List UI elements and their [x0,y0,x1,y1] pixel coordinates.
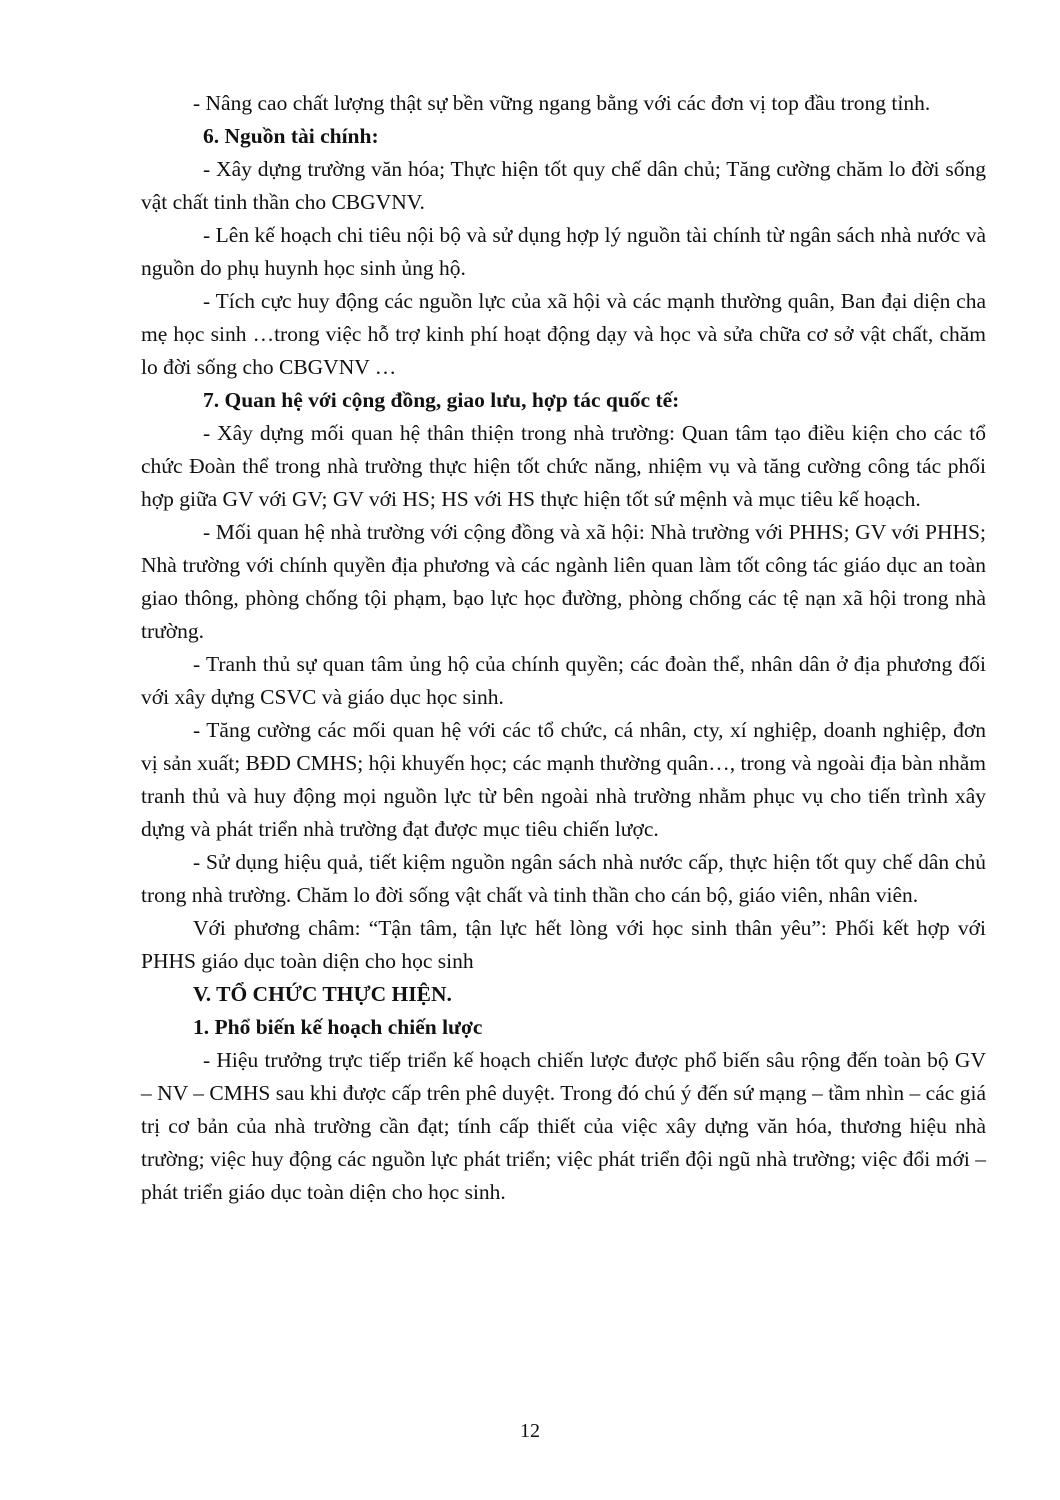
paragraph-finance-mobilize: - Tích cực huy động các nguồn lực của xã hội và các mạnh thường quân, Ban đại diện cha mẹ học sinh …trong việc hỗ trợ kinh phí hoạt động dạy và học và sửa chữa cơ sở vật chất, chăm lo đời sống cho CBGVNV … [141,289,986,379]
heading-implementation: V. TỔ CHỨC THỰC HIỆN. [193,982,452,1006]
document-body [141,87,986,1209]
paragraph-motto: Với phương châm: “Tận tâm, tận lực hết lòng với học sinh thân yêu”: Phối kết hợp với PHHS giáo dục toàn diện cho học sinh [141,916,986,973]
heading-community: 7. Quan hệ với cộng đồng, giao lưu, hợp tác quốc tế: [203,388,680,412]
paragraph-community-government: - Tranh thủ sự quan tâm ủng hộ của chính quyền; các đoàn thể, nhân dân ở địa phương đối với xây dựng CSVC và giáo dục học sinh. [141,652,986,709]
paragraph-finance-budget: - Lên kế hoạch chi tiêu nội bộ và sử dụng hợp lý nguồn tài chính từ ngân sách nhà nước và nguồn do phụ huynh học sinh ủng hộ. [141,223,986,280]
heading-finance: 6. Nguồn tài chính: [203,124,379,148]
heading-dissemination: 1. Phổ biến kế hoạch chiến lược [193,1015,483,1039]
paragraph-community-society: - Mối quan hệ nhà trường với cộng đồng và xã hội: Nhà trường với PHHS; GV với PHHS; Nhà trường với chính quyền địa phương và các ngành liên quan làm tốt công tác giáo dục an toàn giao thông, phòng chống tội phạm, bạo lực học đường, phòng chống các tệ nạn xã hội trong nhà trường. [141,520,986,643]
paragraph-community-partners: - Tăng cường các mối quan hệ với các tổ chức, cá nhân, cty, xí nghiệp, doanh nghiệp, đơn vị sản xuất; BĐD CMHS; hội khuyến học; các mạnh thường quân…, trong và ngoài địa bàn nhằm tranh thủ và huy động mọi nguồn lực từ bên ngoài nhà trường nhằm phục vụ cho tiến trình xây dựng và phát triển nhà trường đạt được mục tiêu chiến lược. [141,718,986,841]
paragraph-finance-culture: - Xây dựng trường văn hóa; Thực hiện tốt quy chế dân chủ; Tăng cường chăm lo đời sống vật chất tinh thần cho CBGVNV. [141,157,986,214]
page-number: 12 [520,1420,540,1442]
paragraph-quality-goal: - Nâng cao chất lượng thật sự bền vững ngang bằng với các đơn vị top đầu trong tỉnh. [193,91,931,115]
paragraph-dissemination: - Hiệu trưởng trực tiếp triển kế hoạch chiến lược được phổ biến sâu rộng đến toàn bộ GV – NV – CMHS sau khi được cấp trên phê duyệt. Trong đó chú ý đến sứ mạng – tầm nhìn – các giá trị cơ bản của nhà trường cần đạt; tính cấp thiết của việc xây dựng văn hóa, thương hiệu nhà trường; việc huy động các nguồn lực phát triển; việc phát triển đội ngũ nhà trường; việc đổi mới – phát triển giáo dục toàn diện cho học sinh. [141,1048,986,1204]
paragraph-community-budget: - Sử dụng hiệu quả, tiết kiệm nguồn ngân sách nhà nước cấp, thực hiện tốt quy chế dân chủ trong nhà trường. Chăm lo đời sống vật chất và tinh thần cho cán bộ, giáo viên, nhân viên. [141,850,986,907]
paragraph-community-internal: - Xây dựng mối quan hệ thân thiện trong nhà trường: Quan tâm tạo điều kiện cho các tổ chức Đoàn thể trong nhà trường thực hiện tốt chức năng, nhiệm vụ và tăng cường công tác phối hợp giữa GV với GV; GV với HS; HS với HS thực hiện tốt sứ mệnh và mục tiêu kế hoạch. [141,421,986,511]
